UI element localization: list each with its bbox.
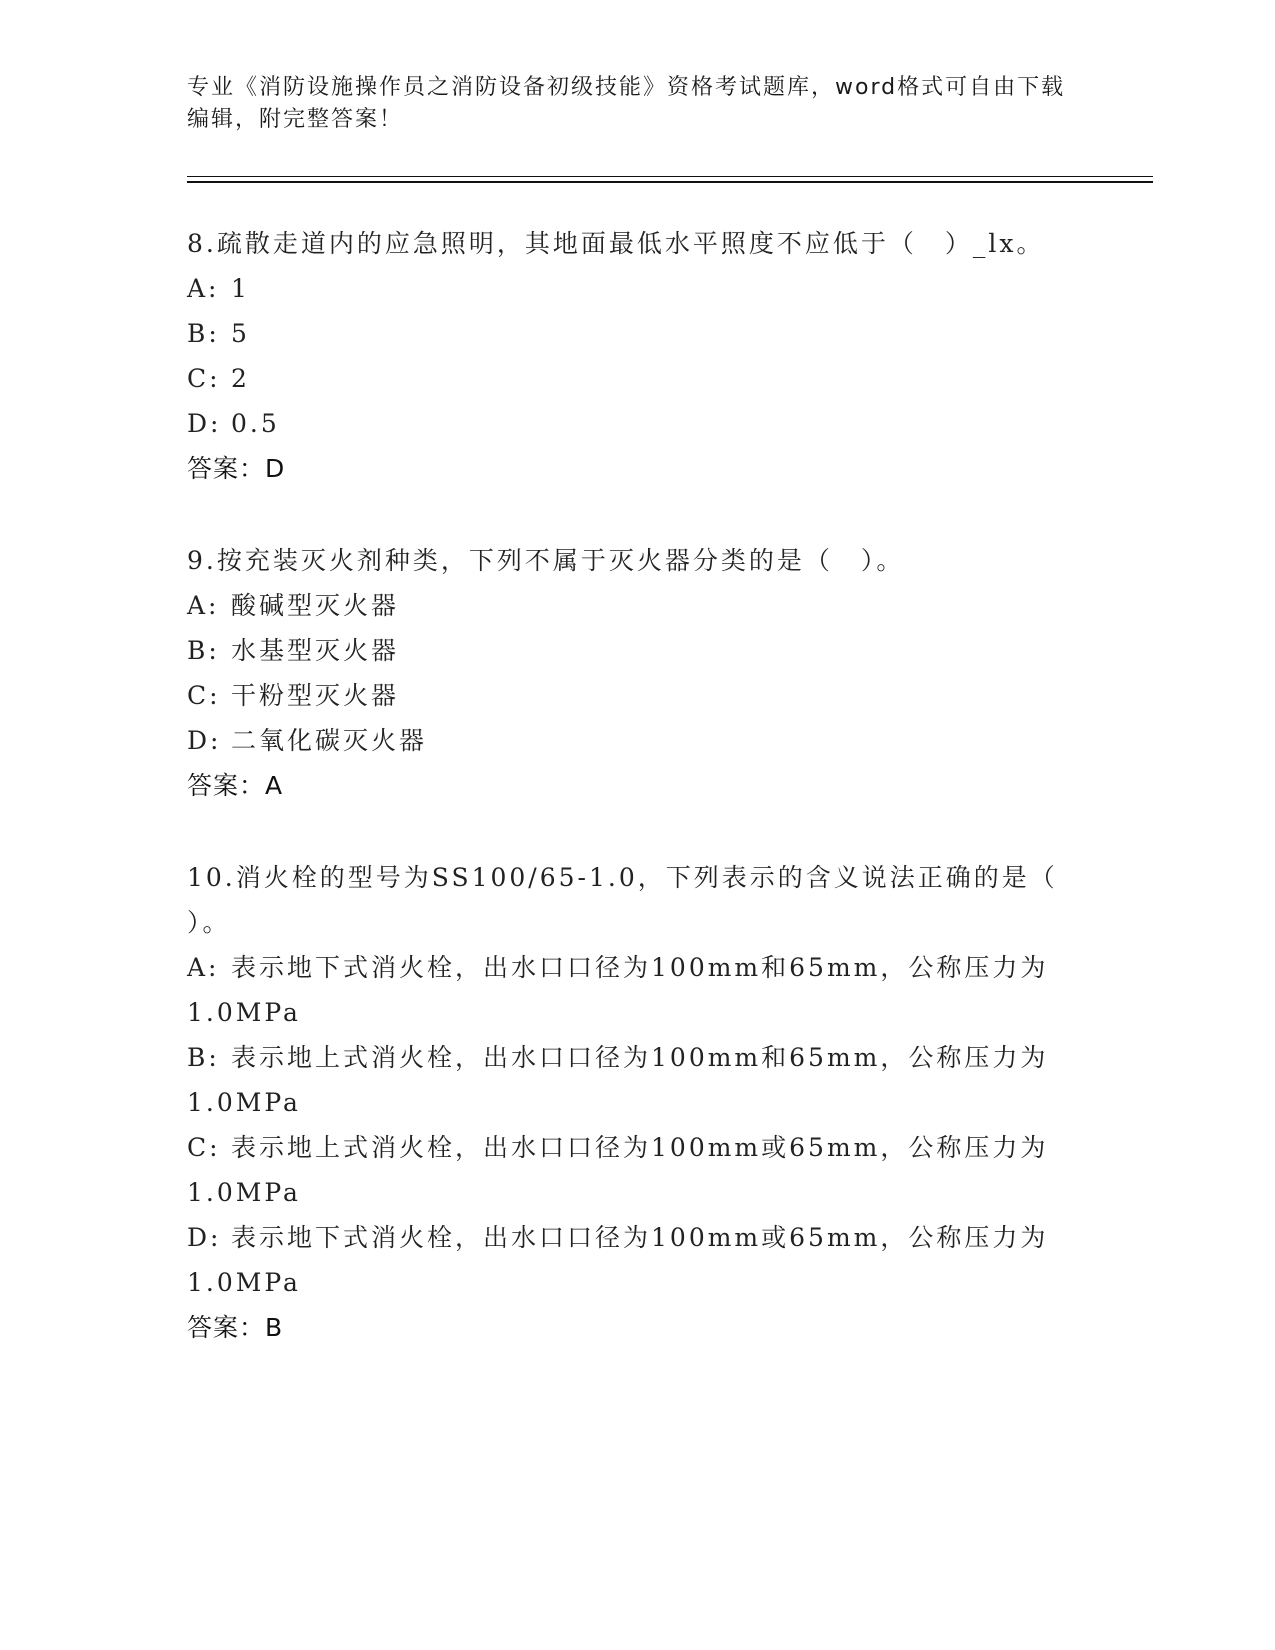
option-text: 干粉型灭火器	[231, 681, 400, 710]
option-b	[187, 628, 1067, 673]
document-header: 专业《消防设施操作员之消防设备初级技能》资格考试题库，word格式可自由下载编辑，附完整答案！	[187, 75, 1066, 132]
option-text: 酸碱型灭火器	[231, 591, 400, 620]
option-label: B:	[187, 1043, 220, 1072]
option-label: D:	[187, 409, 222, 438]
option-label: D:	[187, 726, 222, 755]
option-c	[187, 356, 1067, 401]
option-text: 5	[231, 319, 250, 348]
option-label: B:	[187, 319, 220, 348]
option-text: 表示地上式消火栓，出水口口径为100mm和65mm，公称压力为	[231, 1043, 1049, 1072]
option-a-continued: 1.0MPa	[187, 998, 301, 1027]
header-divider-thin	[187, 176, 1153, 177]
option-text: 二氧化碳灭火器	[231, 726, 428, 755]
option-c-continued: 1.0MPa	[187, 1178, 301, 1207]
option-a	[187, 945, 1067, 990]
question-stem: 9.按充装灭火剂种类，下列不属于灭火器分类的是（ ）。	[187, 546, 905, 575]
option-text: 1	[231, 274, 250, 303]
option-label: D:	[187, 1223, 222, 1252]
option-label: A:	[187, 591, 220, 620]
option-d	[187, 718, 1067, 763]
option-label: A:	[187, 274, 220, 303]
answer-text: 答案：A	[187, 771, 284, 800]
option-label: B:	[187, 636, 220, 665]
option-label: C:	[187, 1133, 221, 1162]
option-text: 水基型灭火器	[231, 636, 400, 665]
option-text: 表示地下式消火栓，出水口口径为100mm或65mm，公称压力为	[231, 1223, 1049, 1252]
option-d	[187, 401, 1067, 446]
option-b	[187, 311, 1067, 356]
question-8	[187, 221, 1067, 491]
question-10	[187, 855, 1067, 1350]
answer-text: 答案：D	[187, 454, 286, 483]
option-text: 0.5	[231, 409, 280, 438]
answer-text: 答案：B	[187, 1313, 284, 1342]
option-b	[187, 1035, 1067, 1080]
option-text: 2	[231, 364, 250, 393]
question-stem-line-2: ）。	[187, 908, 231, 937]
option-a	[187, 583, 1067, 628]
header-divider-thick	[187, 181, 1153, 183]
option-a	[187, 266, 1067, 311]
question-9	[187, 538, 1067, 808]
option-label: C:	[187, 681, 221, 710]
question-stem-line-1: 10.消火栓的型号为SS100/65-1.0，下列表示的含义说法正确的是（	[187, 863, 1058, 892]
option-d-continued: 1.0MPa	[187, 1268, 301, 1297]
option-label: A:	[187, 953, 220, 982]
option-c	[187, 673, 1067, 718]
option-label: C:	[187, 364, 221, 393]
option-text: 表示地下式消火栓，出水口口径为100mm和65mm，公称压力为	[231, 953, 1049, 982]
option-b-continued: 1.0MPa	[187, 1088, 301, 1117]
question-stem: 8.疏散走道内的应急照明，其地面最低水平照度不应低于（ ）_lx。	[187, 229, 1045, 258]
option-c	[187, 1125, 1067, 1170]
option-d	[187, 1215, 1067, 1260]
option-text: 表示地上式消火栓，出水口口径为100mm或65mm，公称压力为	[231, 1133, 1049, 1162]
